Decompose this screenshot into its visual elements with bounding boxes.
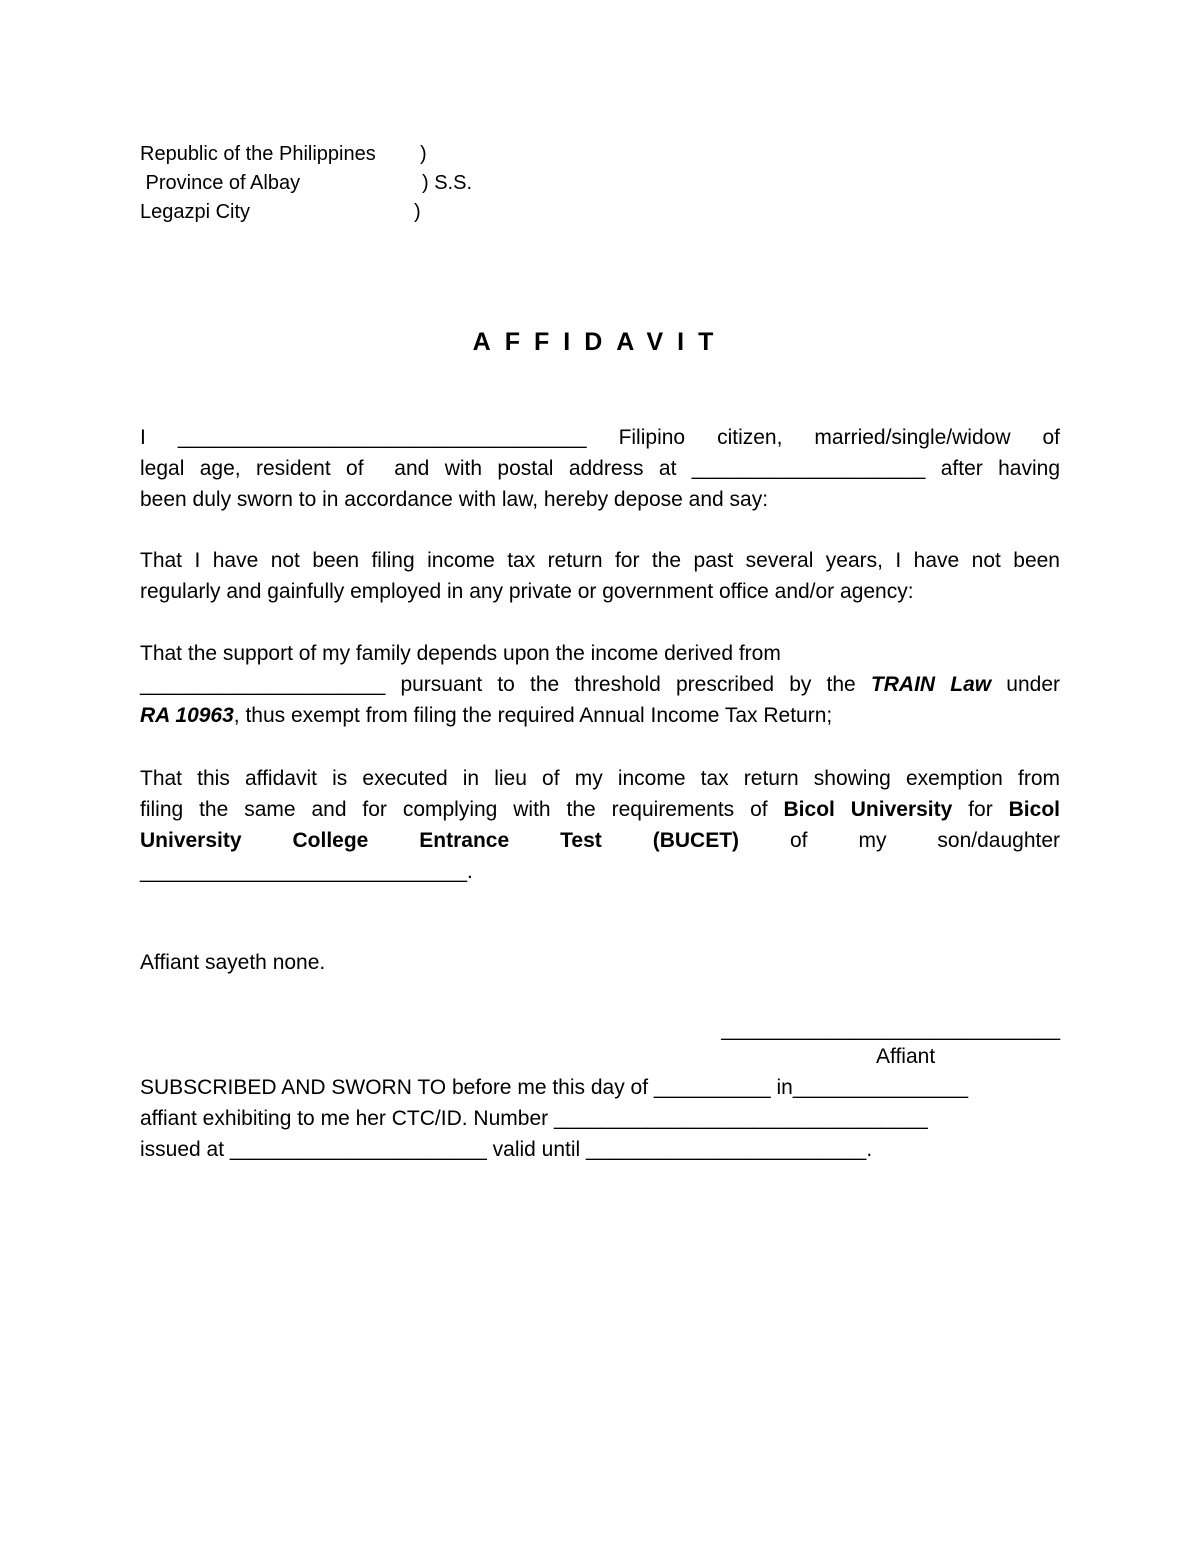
closing-statement: Affiant sayeth none. — [140, 951, 326, 974]
paragraph-text: for — [952, 798, 1009, 821]
signature-line: _____________________________ — [721, 1018, 1060, 1041]
venue-paren: ) — [414, 201, 421, 223]
paragraph-text: , thus exempt from filing the required Annual Income Tax Return; — [233, 704, 833, 727]
venue-paren-ss: ) S.S. — [422, 172, 473, 194]
paragraph-text: under — [991, 673, 1060, 696]
venue-line-city — [140, 198, 540, 227]
paragraph-line — [140, 794, 1060, 825]
university-text: Bicol — [1008, 798, 1060, 821]
paragraph-line — [140, 700, 1060, 731]
paragraph-purpose — [140, 763, 1060, 887]
venue-country: Republic of the Philippines — [140, 143, 376, 165]
paragraph-line: regularly and gainfully employed in any private or government office and/or agency: — [140, 580, 914, 603]
paragraph-line — [140, 825, 1060, 856]
venue-line-province — [140, 169, 540, 198]
paragraph-identity — [140, 422, 1060, 515]
bucet-text: University College Entrance Test (BUCET) — [140, 829, 740, 852]
paragraph-support — [140, 638, 1060, 731]
university-text: Bicol University — [783, 798, 953, 821]
jurat-line: issued at ______________________ valid until ________________________. — [140, 1138, 873, 1161]
paragraph-line — [140, 669, 1060, 700]
paragraph-line: ____________________________. — [140, 860, 473, 883]
venue-block — [140, 140, 540, 227]
venue-city: Legazpi City — [140, 201, 251, 223]
paragraph-line: That the support of my family depends upon the income derived from — [140, 642, 781, 665]
paragraph-line: been duly sworn to in accordance with law, hereby depose and say: — [140, 488, 769, 511]
jurat-line: SUBSCRIBED AND SWORN TO before me this day of __________ in_______________ — [140, 1076, 969, 1099]
jurat-block — [140, 1072, 1060, 1165]
paragraph-line: legal age, resident of and with postal address at ____________________ after having — [140, 457, 1060, 480]
paragraph-text: of my son/daughter — [739, 829, 1060, 852]
jurat-line: affiant exhibiting to me her CTC/ID. Number ________________________________ — [140, 1107, 928, 1130]
paragraph-no-itr — [140, 545, 1060, 607]
train-law-text: TRAIN Law — [870, 673, 992, 696]
venue-paren: ) — [420, 143, 427, 165]
venue-line-country — [140, 140, 540, 169]
paragraph-line: That I have not been filing income tax return for the past several years, I have not been — [140, 549, 1060, 572]
affiant-label: Affiant — [876, 1045, 936, 1068]
document-title: AFFIDAVIT — [472, 328, 728, 356]
paragraph-line: I ___________________________________ Filipino citizen, married/single/widow of — [140, 426, 1060, 449]
ra-number-text: RA 10963 — [140, 704, 234, 727]
paragraph-text: filing the same and for complying with the requirements of — [140, 798, 784, 821]
paragraph-line: That this affidavit is executed in lieu of my income tax return showing exemption from — [140, 767, 1060, 790]
paragraph-text: _____________________ pursuant to the threshold prescribed by the — [140, 673, 871, 696]
venue-province: Province of Albay — [140, 172, 301, 194]
